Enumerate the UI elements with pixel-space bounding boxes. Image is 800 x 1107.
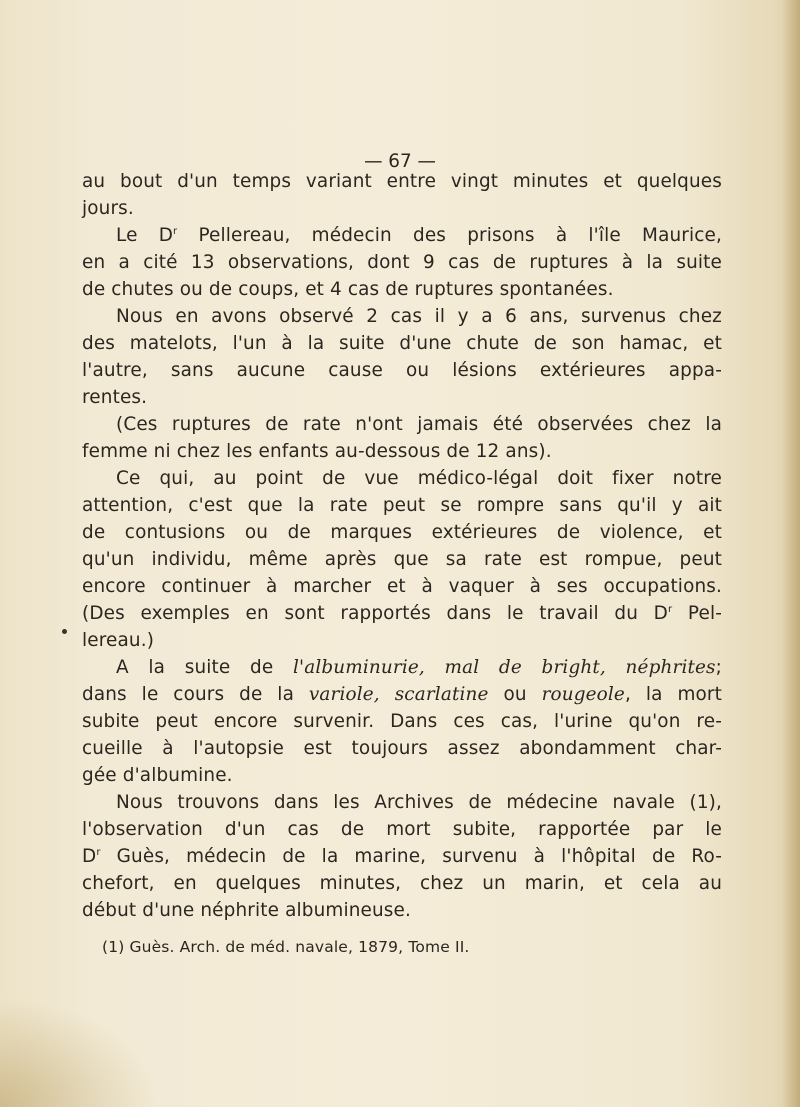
text-line: des matelots, l'un à la suite d'une chute de son hamac, et [82,333,722,354]
text-line: de contusions ou de marques extérieures de violence, et [82,522,722,543]
text-line: début d'une néphrite albumineuse. [82,900,411,921]
text-line: au bout d'un temps variant entre vingt minutes et quelques [82,171,722,192]
footnote: (1) Guès. Arch. de méd. navale, 1879, Tome II. [102,938,470,956]
text-line: jours. [82,198,134,219]
text-line: attention, c'est que la rate peut se rompre sans qu'il y ait [82,495,722,516]
text-line: cueille à l'autopsie est toujours assez abondamment char- [82,738,722,759]
text-line: chefort, en quelques minutes, chez un marin, et cela au [82,873,722,894]
text-line: gée d'albumine. [82,765,233,786]
text-line: femme ni chez les enfants au-dessous de 12 ans). [82,441,552,462]
text-line: subite peut encore survenir. Dans ces cas, l'urine qu'on re- [82,711,722,732]
text-line: dans le cours de la variole, scarlatine ou rougeole, la mort [82,684,722,705]
text-line: l'autre, sans aucune cause ou lésions extérieures appa- [82,360,722,381]
text-line: Nous en avons observé 2 cas il y a 6 ans, survenus chez [116,306,722,327]
text-line: qu'un individu, même après que sa rate est rompue, peut [82,549,722,570]
text-line: l'observation d'un cas de mort subite, rapportée par le [82,819,722,840]
text-line: Nous trouvons dans les Archives de médecine navale (1), [116,792,722,813]
text-line: (Des exemples en sont rapportés dans le travail du $D^r$ Pel- [82,603,723,624]
text-line: A la suite de l'albuminurie, mal de bright, néphrites; [116,657,722,678]
text-line: lereau.) [82,630,155,651]
text-line: encore continuer à marcher et à vaquer à ses occupations. [82,576,722,597]
text-line: (Ces ruptures de rate n'ont jamais été observées chez la [116,414,722,435]
text-line: $D^r$ Guès, médecin de la marine, survenu à l'hôpital de Ro- [82,846,722,867]
text-line: en a cité 13 observations, dont 9 cas de ruptures à la suite [82,252,722,273]
text-line: de chutes ou de coups, et 4 cas de ruptures spontanées. [82,279,614,300]
print-mark [62,629,67,634]
text-line: Ce qui, au point de vue médico-légal doit fixer notre [116,468,722,489]
text-line: rentes. [82,387,148,408]
paper-stain [0,997,160,1107]
text-line: Le $D^r$ Pellereau, médecin des prisons à l'île Maurice, [116,225,722,246]
page-number: — 67 — [364,151,436,172]
